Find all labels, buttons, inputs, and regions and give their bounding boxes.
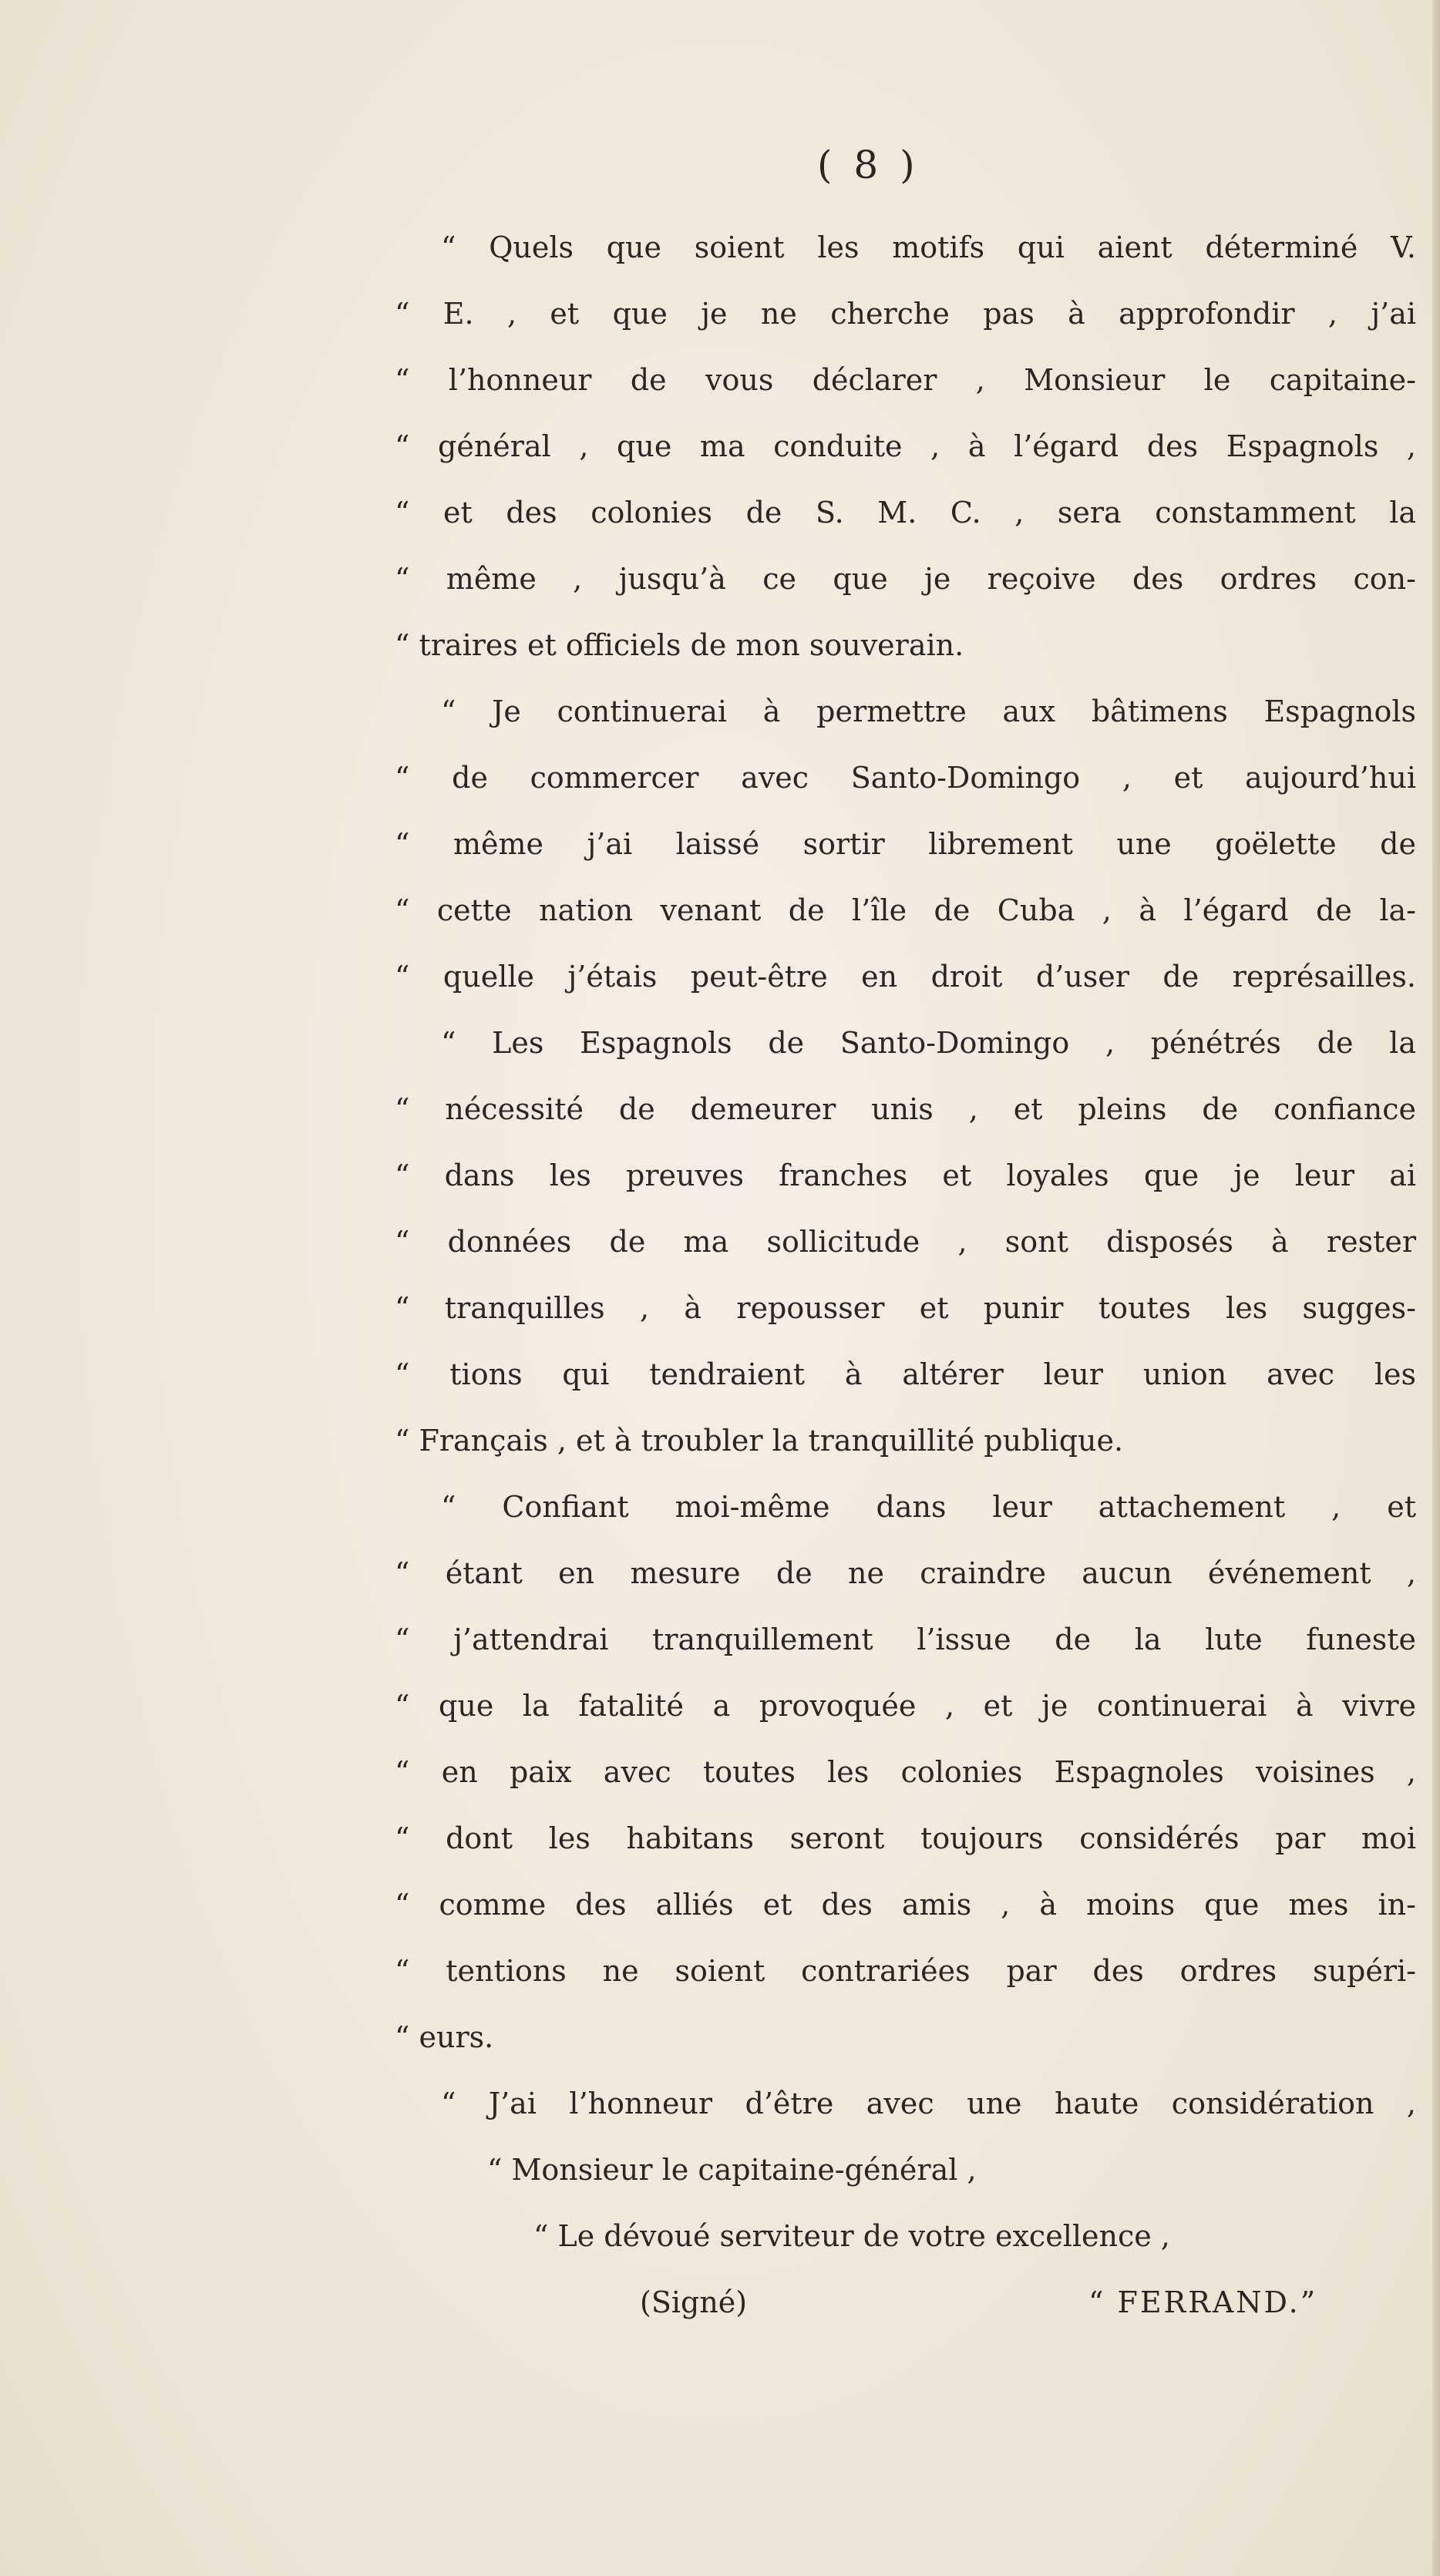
text-line: “ quelle j’étais peut-être en droit d’user de représailles. (395, 960, 1416, 994)
closing-line: “ Le dévoué serviteur de votre excellence , (533, 2219, 1170, 2253)
text-line: “ même j’ai laissé sortir librement une goëlette de (395, 827, 1416, 861)
page-edge (1432, 0, 1440, 2576)
text-line: “ E. , et que je ne cherche pas à approfondir , j’ai (395, 297, 1416, 331)
text-line: “ que la fatalité a provoquée , et je continuerai à vivre (395, 1689, 1416, 1723)
text-line: “ dans les preuves franches et loyales que je leur ai (395, 1159, 1416, 1192)
text-line: “ de commercer avec Santo-Domingo , et aujourd’hui (395, 761, 1416, 795)
text-line: “ même , jusqu’à ce que je reçoive des ordres con- (395, 562, 1416, 596)
text-line: “ Confiant moi-même dans leur attachement , et (441, 1490, 1416, 1524)
text-line: “ eurs. (395, 2020, 494, 2054)
text-line: “ j’attendrai tranquillement l’issue de la lute funeste (395, 1623, 1416, 1656)
closing-line: “ Monsieur le capitaine-général , (487, 2153, 977, 2187)
text-line: “ et des colonies de S. M. C. , sera constamment la (395, 496, 1416, 530)
text-line: “ cette nation venant de l’île de Cuba , à l’égard de la- (395, 893, 1416, 927)
text-line: “ nécessité de demeurer unis , et pleins de confiance (395, 1092, 1416, 1126)
text-line: “ données de ma sollicitude , sont disposés à rester (395, 1225, 1416, 1259)
text-line: “ Les Espagnols de Santo-Domingo , pénétrés de la (441, 1026, 1416, 1060)
text-line: “ en paix avec toutes les colonies Espagnoles voisines , (395, 1755, 1416, 1789)
page-number: ( 8 ) (817, 143, 920, 187)
text-line: “ l’honneur de vous déclarer , Monsieur le capitaine- (395, 363, 1416, 397)
signature-row (395, 2278, 1416, 2326)
text-line: “ général , que ma conduite , à l’égard des Espagnols , (395, 429, 1416, 463)
text-line: “ Quels que soient les motifs qui aient déterminé V. (441, 230, 1416, 264)
text-line: “ tions qui tendraient à altérer leur union avec les (395, 1357, 1416, 1391)
text-line: “ comme des alliés et des amis , à moins que mes in- (395, 1888, 1416, 1922)
text-line: “ tranquilles , à repousser et punir toutes les sugges- (395, 1291, 1416, 1325)
text-line: “ traires et officiels de mon souverain. (395, 628, 964, 662)
text-line: “ tentions ne soient contrariées par des ordres supéri- (395, 1954, 1416, 1988)
text-line: “ Français , et à troubler la tranquillité publique. (395, 1424, 1124, 1458)
text-line: “ étant en mesure de ne craindre aucun événement , (395, 1556, 1416, 1590)
signature: “ FERRAND.” (1088, 2285, 1318, 2319)
signed-label: (Signé) (640, 2285, 748, 2319)
closing-line: “ J’ai l’honneur d’être avec une haute considération , (441, 2087, 1416, 2120)
text-line: “ Je continuerai à permettre aux bâtimens Espagnols (441, 694, 1416, 728)
text-line: “ dont les habitans seront toujours considérés par moi (395, 1821, 1416, 1855)
